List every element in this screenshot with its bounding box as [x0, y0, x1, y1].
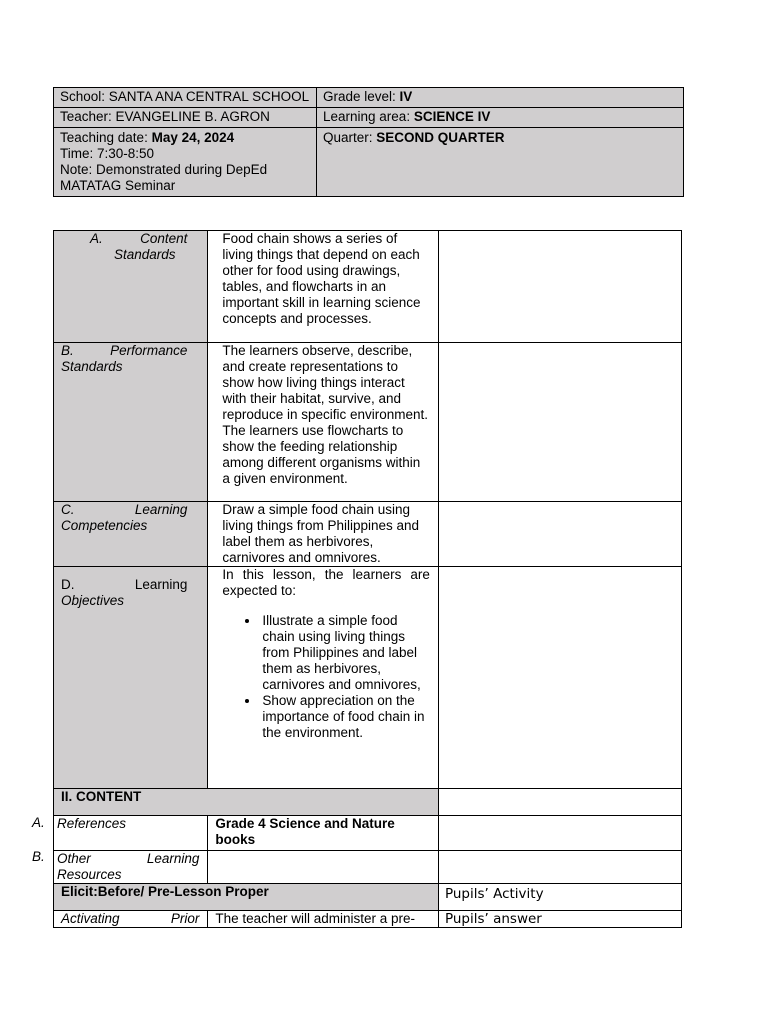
content-standards-row	[54, 231, 682, 343]
other-resources-label: Other Learning Resources	[54, 851, 208, 884]
school-name: SANTA ANA CENTRAL SCHOOL	[108, 89, 310, 104]
learning-area-value: SCIENCE IV	[413, 109, 491, 124]
other-resources-letter: B.	[32, 849, 45, 864]
activating-text: The teacher will administer a pre-	[208, 911, 439, 928]
activating-row	[54, 911, 682, 928]
references-label: References	[54, 816, 208, 851]
pupils-answer: Pupils’ answer	[438, 911, 681, 928]
learning-objectives-text	[208, 567, 439, 789]
performance-standards-label: B. Performance Standards	[54, 343, 208, 502]
school-cell: School: SANTA ANA CENTRAL SCHOOL	[54, 88, 317, 108]
other-resources-row	[54, 851, 682, 884]
learning-objectives-label: D. Learning Objectives	[54, 567, 208, 789]
learning-competencies-row	[54, 502, 682, 567]
learning-competencies-label: C. Learning Competencies	[54, 502, 208, 567]
time-text: Time: 7:30-8:50	[60, 146, 155, 161]
teacher-cell: Teacher: EVANGELINE B. AGRON	[54, 108, 317, 128]
note-text: Note: Demonstrated during DepEd MATATAG Seminar	[60, 162, 268, 193]
content-standards-notes	[438, 231, 681, 343]
content-standards-text: Food chain shows a series of living things that depend on each other for food using drawings, tables, and flowcharts in an important skill in learning science concepts and processes.	[208, 231, 439, 343]
date-cell: Teaching date: May 24, 2024 Time: 7:30-8:50 Note: Demonstrated during DepEd MATATAG Seminar	[54, 128, 317, 197]
grade-value: IV	[399, 89, 413, 104]
teacher-name: EVANGELINE B. AGRON	[115, 109, 270, 124]
performance-standards-notes	[438, 343, 681, 502]
learning-objectives-row	[54, 567, 682, 789]
quarter-value: SECOND QUARTER	[376, 130, 505, 145]
pupils-activity-heading: Pupils’ Activity	[438, 884, 681, 911]
content-standards-label: A. Content Standards	[54, 231, 208, 343]
references-letter: A.	[32, 815, 45, 830]
learning-area-cell: Learning area: SCIENCE IV	[317, 108, 684, 128]
quarter-cell: Quarter: SECOND QUARTER	[317, 128, 684, 197]
performance-standards-row	[54, 343, 682, 502]
learning-competencies-text: Draw a simple food chain using living things from Philippines and label them as herbivores, carnivores and omnivores.	[208, 502, 439, 567]
teaching-date: May 24, 2024	[151, 130, 235, 145]
objective-item: • Illustrate a simple food chain using living things from Philippines and label them as herbivores, carnivores and omnivores,	[260, 613, 430, 693]
elicit-heading: Elicit:Before/ Pre-Lesson Proper	[54, 884, 439, 911]
lesson-plan-table	[53, 230, 682, 928]
objectives-list	[222, 613, 430, 741]
references-value: Grade 4 Science and Nature books	[208, 816, 439, 851]
objective-item: • Show appreciation on the importance of food chain in the environment.	[260, 693, 430, 741]
performance-standards-text: The learners observe, describe, and create representations to show how living things interact with their habitat, survive, and reproduce in specific environment. The learners use flowcharts to show the feeding relationship among different organisms within a given environment.	[208, 343, 439, 502]
learning-objectives-notes	[438, 567, 681, 789]
learning-competencies-notes	[438, 502, 681, 567]
header-table	[53, 87, 684, 197]
references-row	[54, 816, 682, 851]
objectives-intro: In this lesson, the learners are expected to:	[222, 567, 430, 598]
content-heading-row	[54, 789, 682, 816]
activating-label: Activating Prior	[54, 911, 208, 928]
grade-cell: Grade level: IV	[317, 88, 684, 108]
elicit-row	[54, 884, 682, 911]
content-heading: II. CONTENT	[54, 789, 439, 816]
